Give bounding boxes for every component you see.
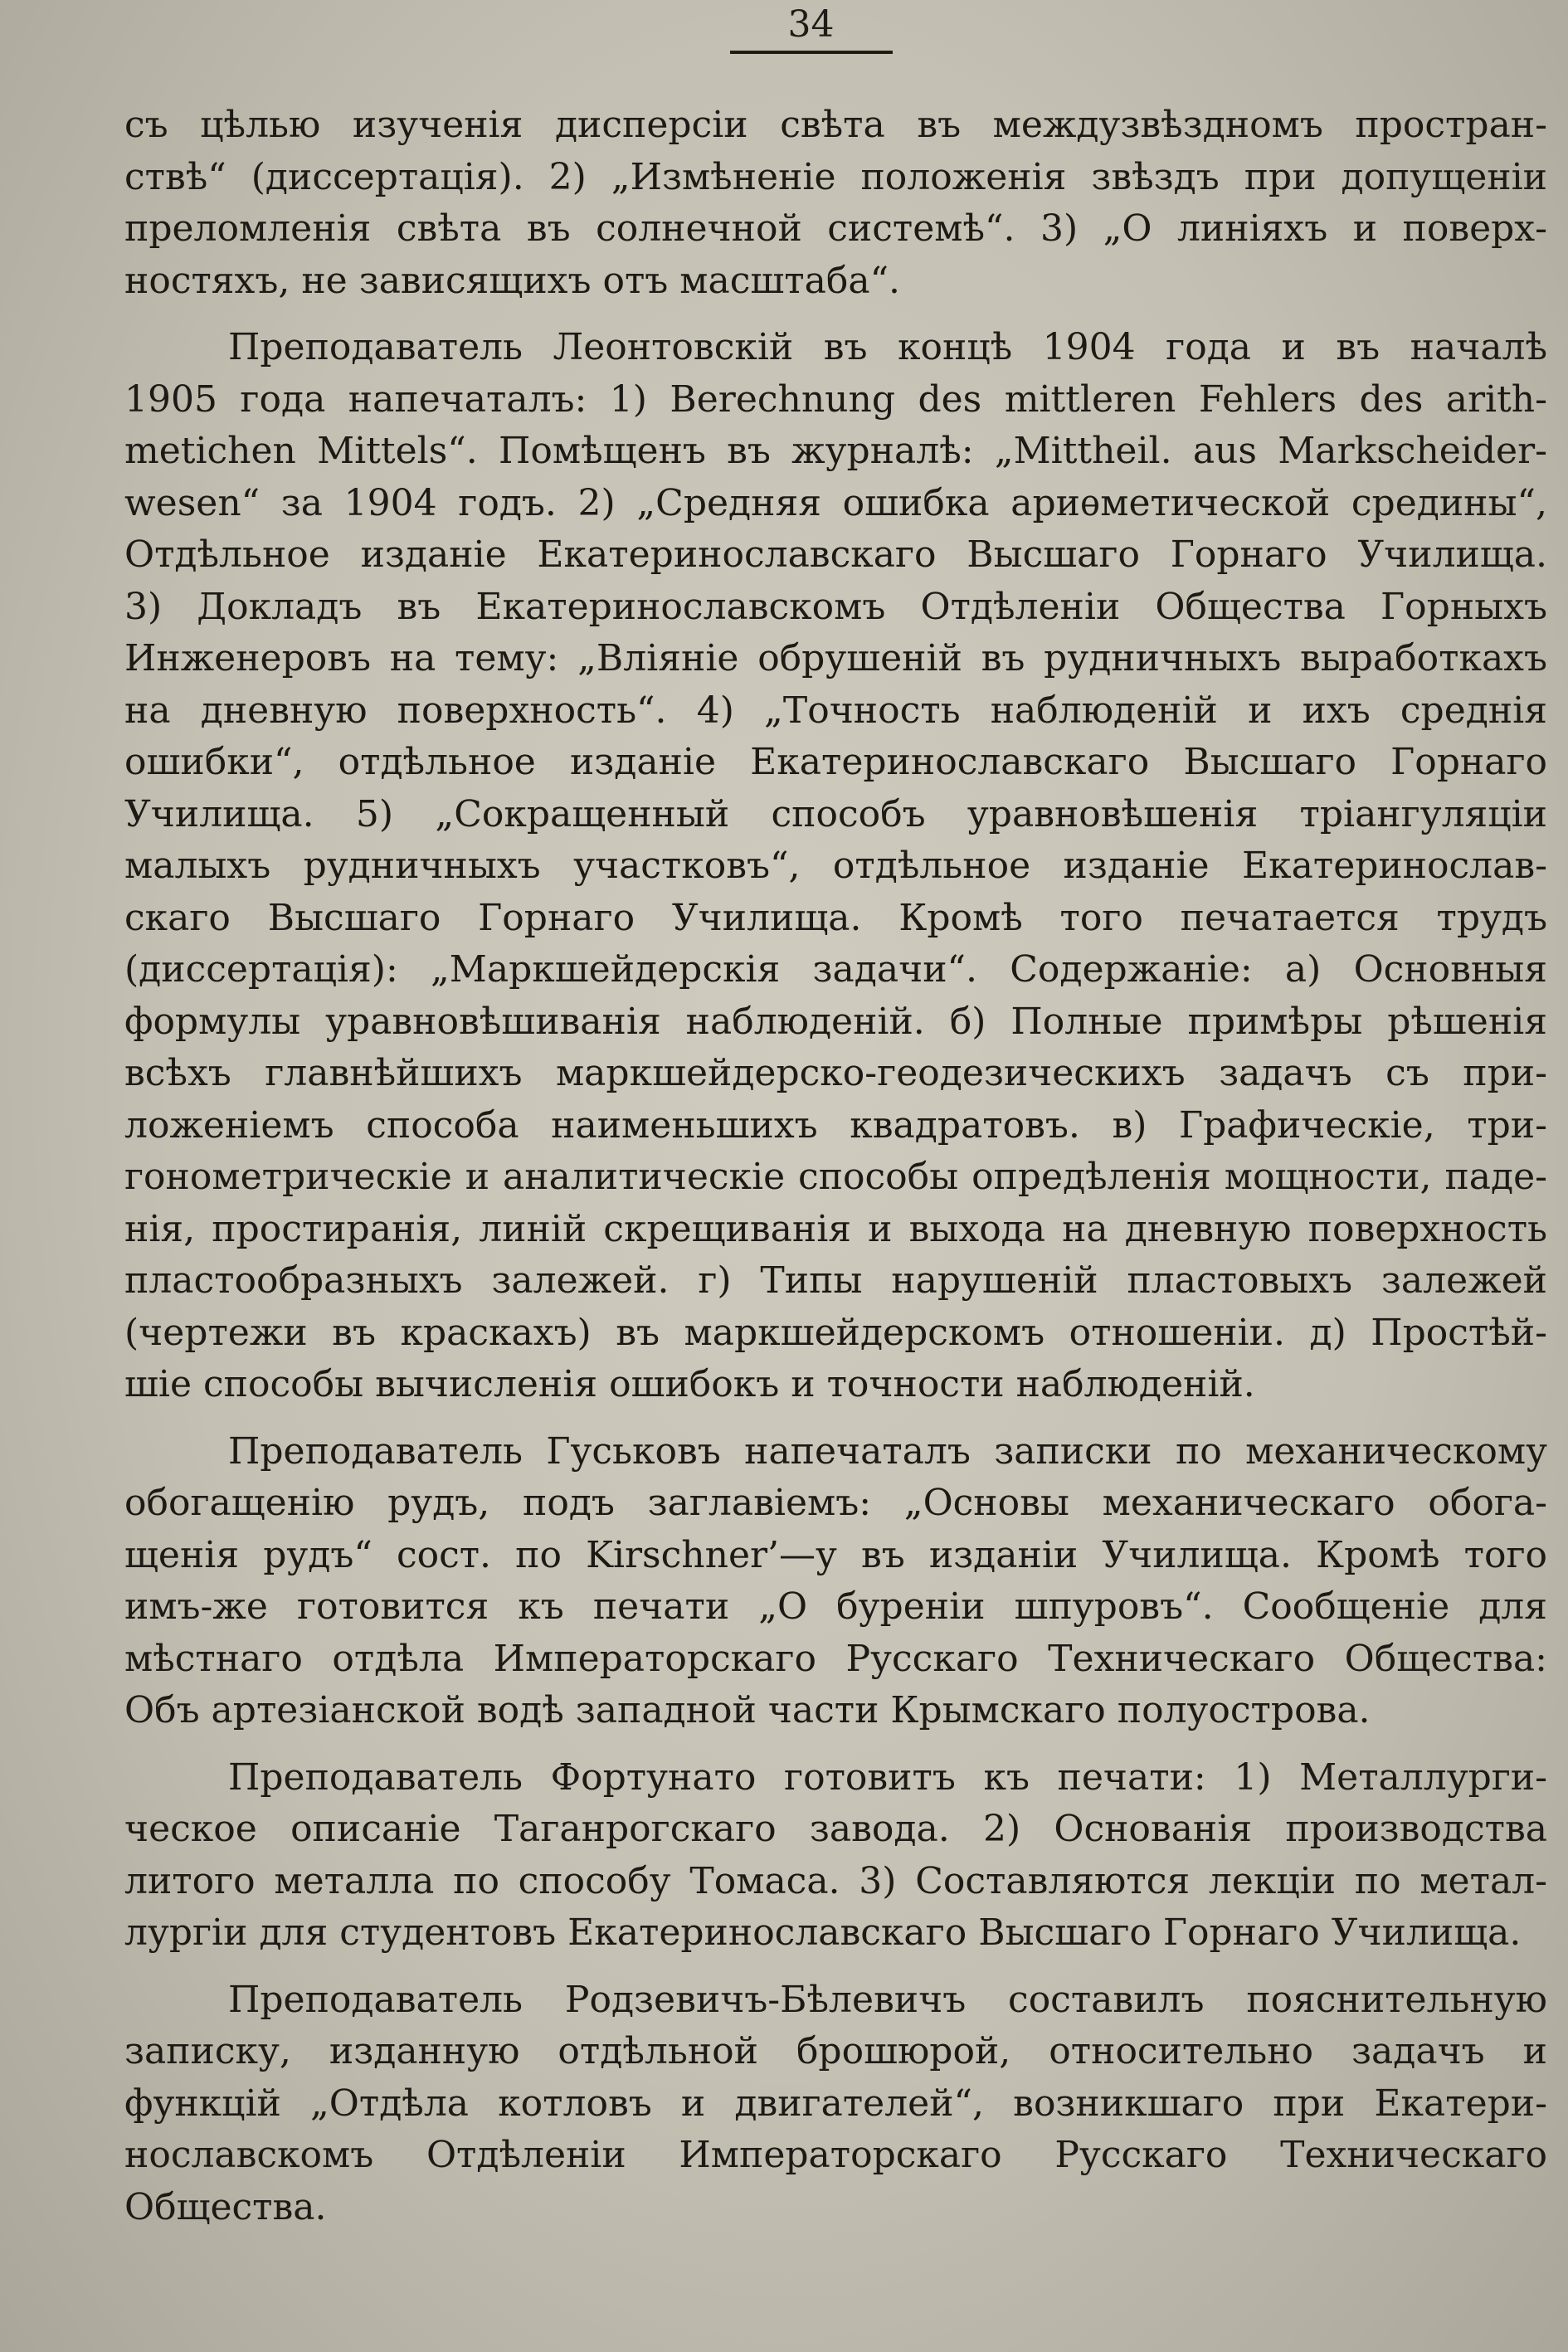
text-line: формулы уравновѣшиванія наблюденій. б) Полные примѣры рѣшенія [124, 1000, 1547, 1043]
text-line: (чертежи въ краскахъ) въ маркшейдерскомъ отношеніи. д) Простѣй- [124, 1311, 1547, 1354]
page-number: 34 [730, 3, 893, 54]
text-line: Преподаватель Фортунато готовитъ къ печати: 1) Металлурги- [228, 1755, 1547, 1799]
text-line: Инженеровъ на тему: „Вліяніе обрушеній въ рудничныхъ выработкахъ [124, 637, 1547, 679]
text-line: 1905 года напечаталъ: 1) Berechnung des mittleren Fehlers des arith- [124, 377, 1547, 421]
text-line: ческое описаніе Таганрогскаго завода. 2) Основанія производства [124, 1808, 1547, 1850]
text-line: съ цѣлью изученія дисперсіи свѣта въ междузвѣздномъ простран- [124, 104, 1547, 146]
text-line: Объ артезіанской водѣ западной части Крымскаго полуострова. [124, 1689, 1371, 1731]
text-line: гонометрическіе и аналитическіе способы опредѣленія мощности, паде- [124, 1156, 1547, 1198]
paragraph-4 [124, 1752, 1547, 1960]
text-line: записку, изданную отдѣльной брошюрой, относительно задачъ и [124, 2030, 1547, 2072]
text-line: ствѣ“ (диссертація). 2) „Измѣненіе положенія звѣздъ при допущеніи [124, 155, 1547, 198]
paragraph-1 [124, 100, 1547, 307]
text-line: Отдѣльное изданіе Екатеринославскаго Высшаго Горнаго Училища. [124, 533, 1547, 576]
text-line: (диссертація): „Маркшейдерскія задачи“. Содержаніе: а) Основныя [124, 948, 1547, 991]
text-line: нославскомъ Отдѣленіи Императорскаго Русскаго Техническаго [124, 2134, 1547, 2176]
text-line: пластообразныхъ залежей. г) Типы нарушеній пластовыхъ залежей [124, 1259, 1547, 1302]
text-line: Преподаватель Родзевичъ-Бѣлевичъ составилъ пояснительную [228, 1978, 1547, 2021]
text-line: Преподаватель Леонтовскій въ концѣ 1904 года и въ началѣ [228, 326, 1547, 368]
text-line: функцій „Отдѣла котловъ и двигателей“, возникшаго при Екатери- [124, 2082, 1547, 2125]
text-line: нія, простиранія, линій скрещиванія и выхода на дневную поверхность [124, 1207, 1547, 1250]
text-line: преломленія свѣта въ солнечной системѣ“. 3) „О линіяхъ и поверх- [124, 207, 1547, 250]
text-line: лургіи для студентовъ Екатеринославскаго Высшаго Горнаго Училища. [124, 1911, 1522, 1954]
body-text [124, 100, 1547, 2248]
text-line: wesen“ за 1904 годъ. 2) „Средняя ошибка ариѳметической средины“, [124, 481, 1547, 524]
text-line: ностяхъ, не зависящихъ отъ масштаба“. [124, 259, 901, 302]
paragraph-2 [124, 322, 1547, 1411]
text-line: metichen Mittels“. Помѣщенъ въ журналѣ: „Mittheil. aus Markscheider- [124, 430, 1547, 472]
paragraph-3 [124, 1426, 1547, 1737]
text-line: на дневную поверхность“. 4) „Точность наблюденій и ихъ среднія [124, 689, 1547, 732]
text-line: Преподаватель Гуськовъ напечаталъ записки по механическому [228, 1429, 1547, 1473]
page-number-container [0, 3, 1568, 54]
text-line: 3) Докладъ въ Екатеринославскомъ Отдѣленіи Общества Горныхъ [124, 585, 1547, 628]
paragraph-5 [124, 1975, 1547, 2234]
text-line: литого металла по способу Томаса. 3) Составляются лекціи по метал- [124, 1859, 1547, 1902]
text-line: обогащенію рудъ, подъ заглавіемъ: „Основы механическаго обога- [124, 1482, 1547, 1524]
text-line: мѣстнаго отдѣла Императорскаго Русскаго Техническаго Общества: [124, 1637, 1547, 1680]
text-line: скаго Высшаго Горнаго Училища. Кромѣ того печатается трудъ [124, 896, 1547, 939]
text-line: щенія рудъ“ сост. по Kirschner’—у въ изданіи Училища. Кромѣ того [124, 1533, 1547, 1576]
text-line: имъ-же готовится къ печати „О буреніи шпуровъ“. Сообщеніе для [124, 1585, 1547, 1628]
text-line: всѣхъ главнѣйшихъ маркшейдерско-геодезическихъ задачъ съ при- [124, 1052, 1547, 1094]
text-line: малыхъ рудничныхъ участковъ“, отдѣльное изданіе Екатеринослав- [124, 845, 1547, 887]
text-line: Училища. 5) „Сокращенный способъ уравновѣшенія тріангуляціи [124, 792, 1547, 835]
text-line: шіе способы вычисленія ошибокъ и точности наблюденій. [124, 1363, 1255, 1405]
text-line: Общества. [124, 2185, 327, 2228]
text-line: ложеніемъ способа наименьшихъ квадратовъ. в) Графическіе, три- [124, 1103, 1547, 1147]
text-line: ошибки“, отдѣльное изданіе Екатеринославскаго Высшаго Горнаго [124, 741, 1547, 783]
